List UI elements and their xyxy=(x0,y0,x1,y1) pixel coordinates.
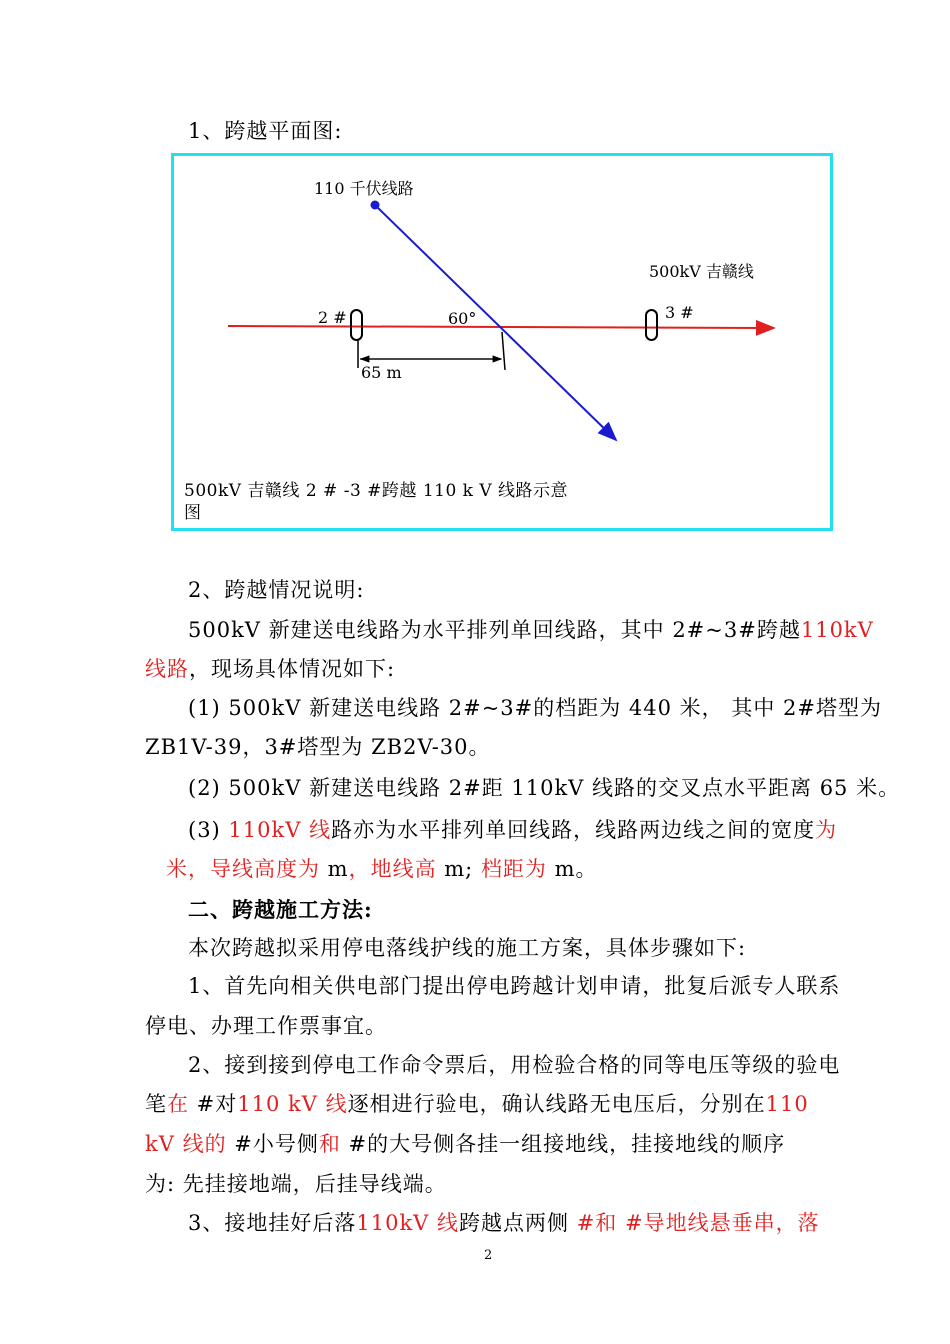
paragraph-4-line-1 xyxy=(188,816,837,844)
step1-line-2: 停电、办理工作票事宜。 xyxy=(145,1014,387,1038)
p4-text-d: 为 xyxy=(815,818,838,842)
p1-text-d: ，现场具体情况如下: xyxy=(189,657,396,681)
s2-b6: 110 xyxy=(765,1092,809,1116)
p4-text-j: m。 xyxy=(546,857,598,881)
tower2-label: 2 # xyxy=(318,308,347,327)
paragraph-3: (2) 500kV 新建送电线路 2#距 110kV 线路的交叉点水平距离 65 米。 xyxy=(188,776,901,800)
crossing-diagram xyxy=(174,156,830,528)
distance-label: 65 m xyxy=(361,363,402,382)
paragraph-2-line-1: (1) 500kV 新建送电线路 2#~3#的档距为 440 米， 其中 2#塔型为 xyxy=(188,696,882,720)
s2-c3: 和 xyxy=(318,1132,341,1156)
step2-line-1: 2、接到接到停电工作命令票后，用检验合格的同等电压等级的验电 xyxy=(188,1053,841,1077)
p4-text-f: m xyxy=(320,857,349,881)
s2-b2: 在 xyxy=(167,1092,189,1116)
s3-d: #和 xyxy=(569,1211,618,1235)
s2-c1: kV 线的 xyxy=(145,1132,227,1156)
section3-heading: 二、跨越施工方法: xyxy=(188,897,373,922)
tower-2-symbol xyxy=(351,310,362,340)
s3-b: 110kV 线 xyxy=(356,1211,460,1235)
section3-intro: 本次跨越拟采用停电落线护线的施工方案，具体步骤如下: xyxy=(188,936,747,960)
paragraph-1-line-1 xyxy=(188,616,874,644)
s2-b5: 逐相进行验电，确认线路无电压后，分别在 xyxy=(347,1092,766,1116)
line500-label: 500kV 吉赣线 xyxy=(649,262,754,281)
s3-a: 3、接地挂好后落 xyxy=(188,1211,357,1235)
step1-line-1: 1、首先向相关供电部门提出停电跨越计划申请，批复后派专人联系 xyxy=(188,974,841,998)
p4-text-a: (3) xyxy=(188,818,229,842)
paragraph-4-line-2 xyxy=(166,855,598,883)
paragraph-1-line-2 xyxy=(145,655,395,683)
line110-label: 110 千伏线路 xyxy=(314,179,414,198)
p4-text-g: ，地线高 xyxy=(348,857,437,881)
p4-text-e: 米，导线高度为 xyxy=(166,857,320,881)
dimension-tick-right xyxy=(502,332,505,370)
angle-label: 60° xyxy=(448,309,477,328)
diagram-caption-1: 500kV 吉赣线 2 # -3 #跨越 110 k V 线路示意 xyxy=(184,481,569,501)
section1-heading: 1、跨越平面图: xyxy=(188,119,343,143)
p4-text-i: 档距为 xyxy=(480,857,547,881)
section2-heading: 2、跨越情况说明: xyxy=(188,578,365,602)
p1-line-word: 线路 xyxy=(145,657,189,681)
s3-c: 跨越点两侧 xyxy=(459,1211,570,1235)
step2-line-2 xyxy=(145,1090,809,1118)
tower3-label: 3 # xyxy=(665,303,694,322)
p4-text-h: m; xyxy=(436,857,481,881)
s2-b3: #对 xyxy=(189,1092,238,1116)
line-110kv-start-dot xyxy=(371,201,380,210)
s2-c4: #的大号侧各挂一组接地线，挂接地线的顺序 xyxy=(340,1132,786,1156)
s3-e: #导地线悬垂串，落 xyxy=(617,1211,820,1235)
page-number: 2 xyxy=(484,1248,493,1263)
p1-voltage: 110kV xyxy=(800,618,874,642)
s2-b4: 110 kV 线 xyxy=(237,1092,348,1116)
diagram-caption-2: 图 xyxy=(184,503,202,523)
p4-voltage: 110kV 线 xyxy=(228,818,332,842)
step2-line-4: 为: 先挂接地端，后挂导线端。 xyxy=(145,1172,447,1196)
step2-line-3 xyxy=(145,1130,785,1158)
diagram-frame xyxy=(171,153,833,531)
s2-c2: #小号侧 xyxy=(226,1132,319,1156)
line-110kv xyxy=(375,205,616,440)
step3-line-1 xyxy=(188,1209,820,1237)
p1-text-a: 500kV 新建送电线路为水平排列单回线路，其中 2#~3#跨越 xyxy=(188,618,801,642)
paragraph-2-line-2: ZB1V-39，3#塔型为 ZB2V-30。 xyxy=(145,735,491,759)
p4-text-c: 路亦为水平排列单回线路，线路两边线之间的宽度 xyxy=(331,818,816,842)
s2-b1: 笔 xyxy=(145,1092,167,1116)
tower-3-symbol xyxy=(646,310,657,340)
